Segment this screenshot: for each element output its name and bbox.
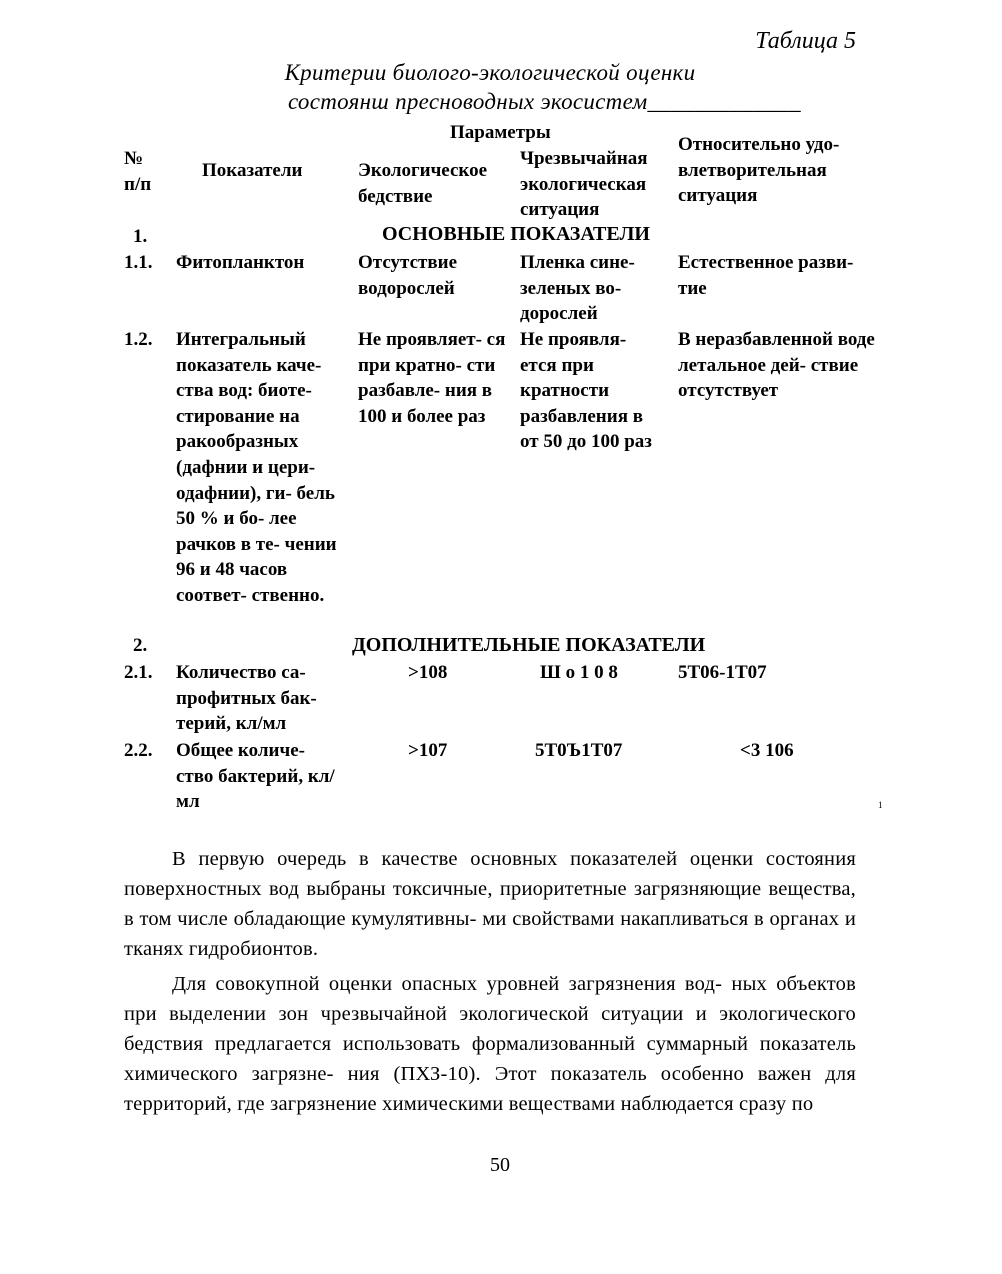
section-2-title: ДОПОЛНИТЕЛЬНЫЕ ПОКАЗАТЕЛИ — [352, 634, 706, 656]
paragraph-2: Для совокупной оценки опасных уровней загрязнения вод- ных объектов при выделении зон чрезвычайной экологической ситуации и экологического бедствия предлагается использовать формализованный суммарный показатель химического загрязне- ния (ПХЗ-10). Этот показатель особенно важен для территорий, где загрязнение химическими веществами наблюдается сразу по — [124, 973, 856, 1115]
row-satisfactory-situation: Естественное разви- тие — [678, 252, 854, 299]
header-params: Параметры — [450, 122, 551, 143]
row-ecological-disaster: >108 — [408, 662, 448, 683]
row-emergency-situation: Пленка сине- зеленых во- дорослей — [520, 252, 635, 325]
row-indicator: Общее количе- ство бактерий, кл/мл — [176, 740, 335, 813]
body-text — [124, 844, 856, 1119]
section-2-num: 2. — [133, 635, 148, 656]
row-num: 1.2. — [124, 329, 153, 350]
row-indicator: Фитопланктон — [176, 252, 305, 273]
row-num: 1.1. — [124, 252, 153, 273]
row-satisfactory-situation: <3 106 — [740, 740, 794, 761]
margin-mark: 1 — [878, 800, 883, 810]
row-indicator: Количество са- профитных бак- терий, кл/мл — [176, 662, 317, 735]
section-1-num: 1. — [133, 226, 148, 247]
header-num: № п/п — [124, 148, 152, 195]
row-satisfactory-situation: В неразбавленной воде летальное дей- ствие отсутствует — [678, 329, 875, 402]
row-satisfactory-situation: 5Т06-1Т07 — [678, 662, 767, 683]
header-indicator: Показатели — [202, 160, 303, 181]
row-indicator: Интегральный показатель каче- ства вод: биоте- стирование на ракообразных (дафнии и цери- одафнии), ги- бель 50 % и бо- лее рачков в те- чении 96 и 48 часов соответ- ственно. — [176, 329, 337, 606]
header-emergency-situation: Чрезвычайная экологическая ситуация — [520, 148, 648, 221]
row-ecological-disaster: >107 — [408, 740, 448, 761]
paragraph-1: В первую очередь в качестве основных показателей оценки состояния поверхностных вод выбраны токсичные, приоритетные загрязняющие вещества, в том числе обладающие кумулятивны- ми свойствами накапливаться в органах и тканях гидробионтов. — [124, 848, 856, 960]
table-caption-line-2: состоянш пресноводных экосистем_____________ — [288, 89, 801, 114]
table-caption-line-1: Критерии биолого-экологической оценки — [284, 60, 696, 85]
row-ecological-disaster: Не проявляет- ся при кратно- сти разбавле- ния в 100 и более раз — [358, 329, 506, 427]
page-number: 50 — [490, 1154, 510, 1176]
row-emergency-situation: 5Т0Ъ1Т07 — [535, 740, 623, 761]
row-num: 2.1. — [124, 662, 153, 683]
header-ecological-disaster: Экологическое бедствие — [358, 160, 488, 207]
table-label: Таблица 5 — [755, 28, 856, 54]
row-num: 2.2. — [124, 740, 153, 761]
row-emergency-situation: Не проявля- ется при кратности разбавления в от 50 до 100 раз — [520, 329, 652, 453]
header-satisfactory-situation: Относительно удо- влетворительная ситуация — [678, 134, 840, 207]
row-ecological-disaster: Отсутствие водорослей — [358, 252, 457, 299]
section-1-title: ОСНОВНЫЕ ПОКАЗАТЕЛИ — [382, 223, 650, 245]
row-emergency-situation: Ш о 1 0 8 — [540, 662, 618, 683]
